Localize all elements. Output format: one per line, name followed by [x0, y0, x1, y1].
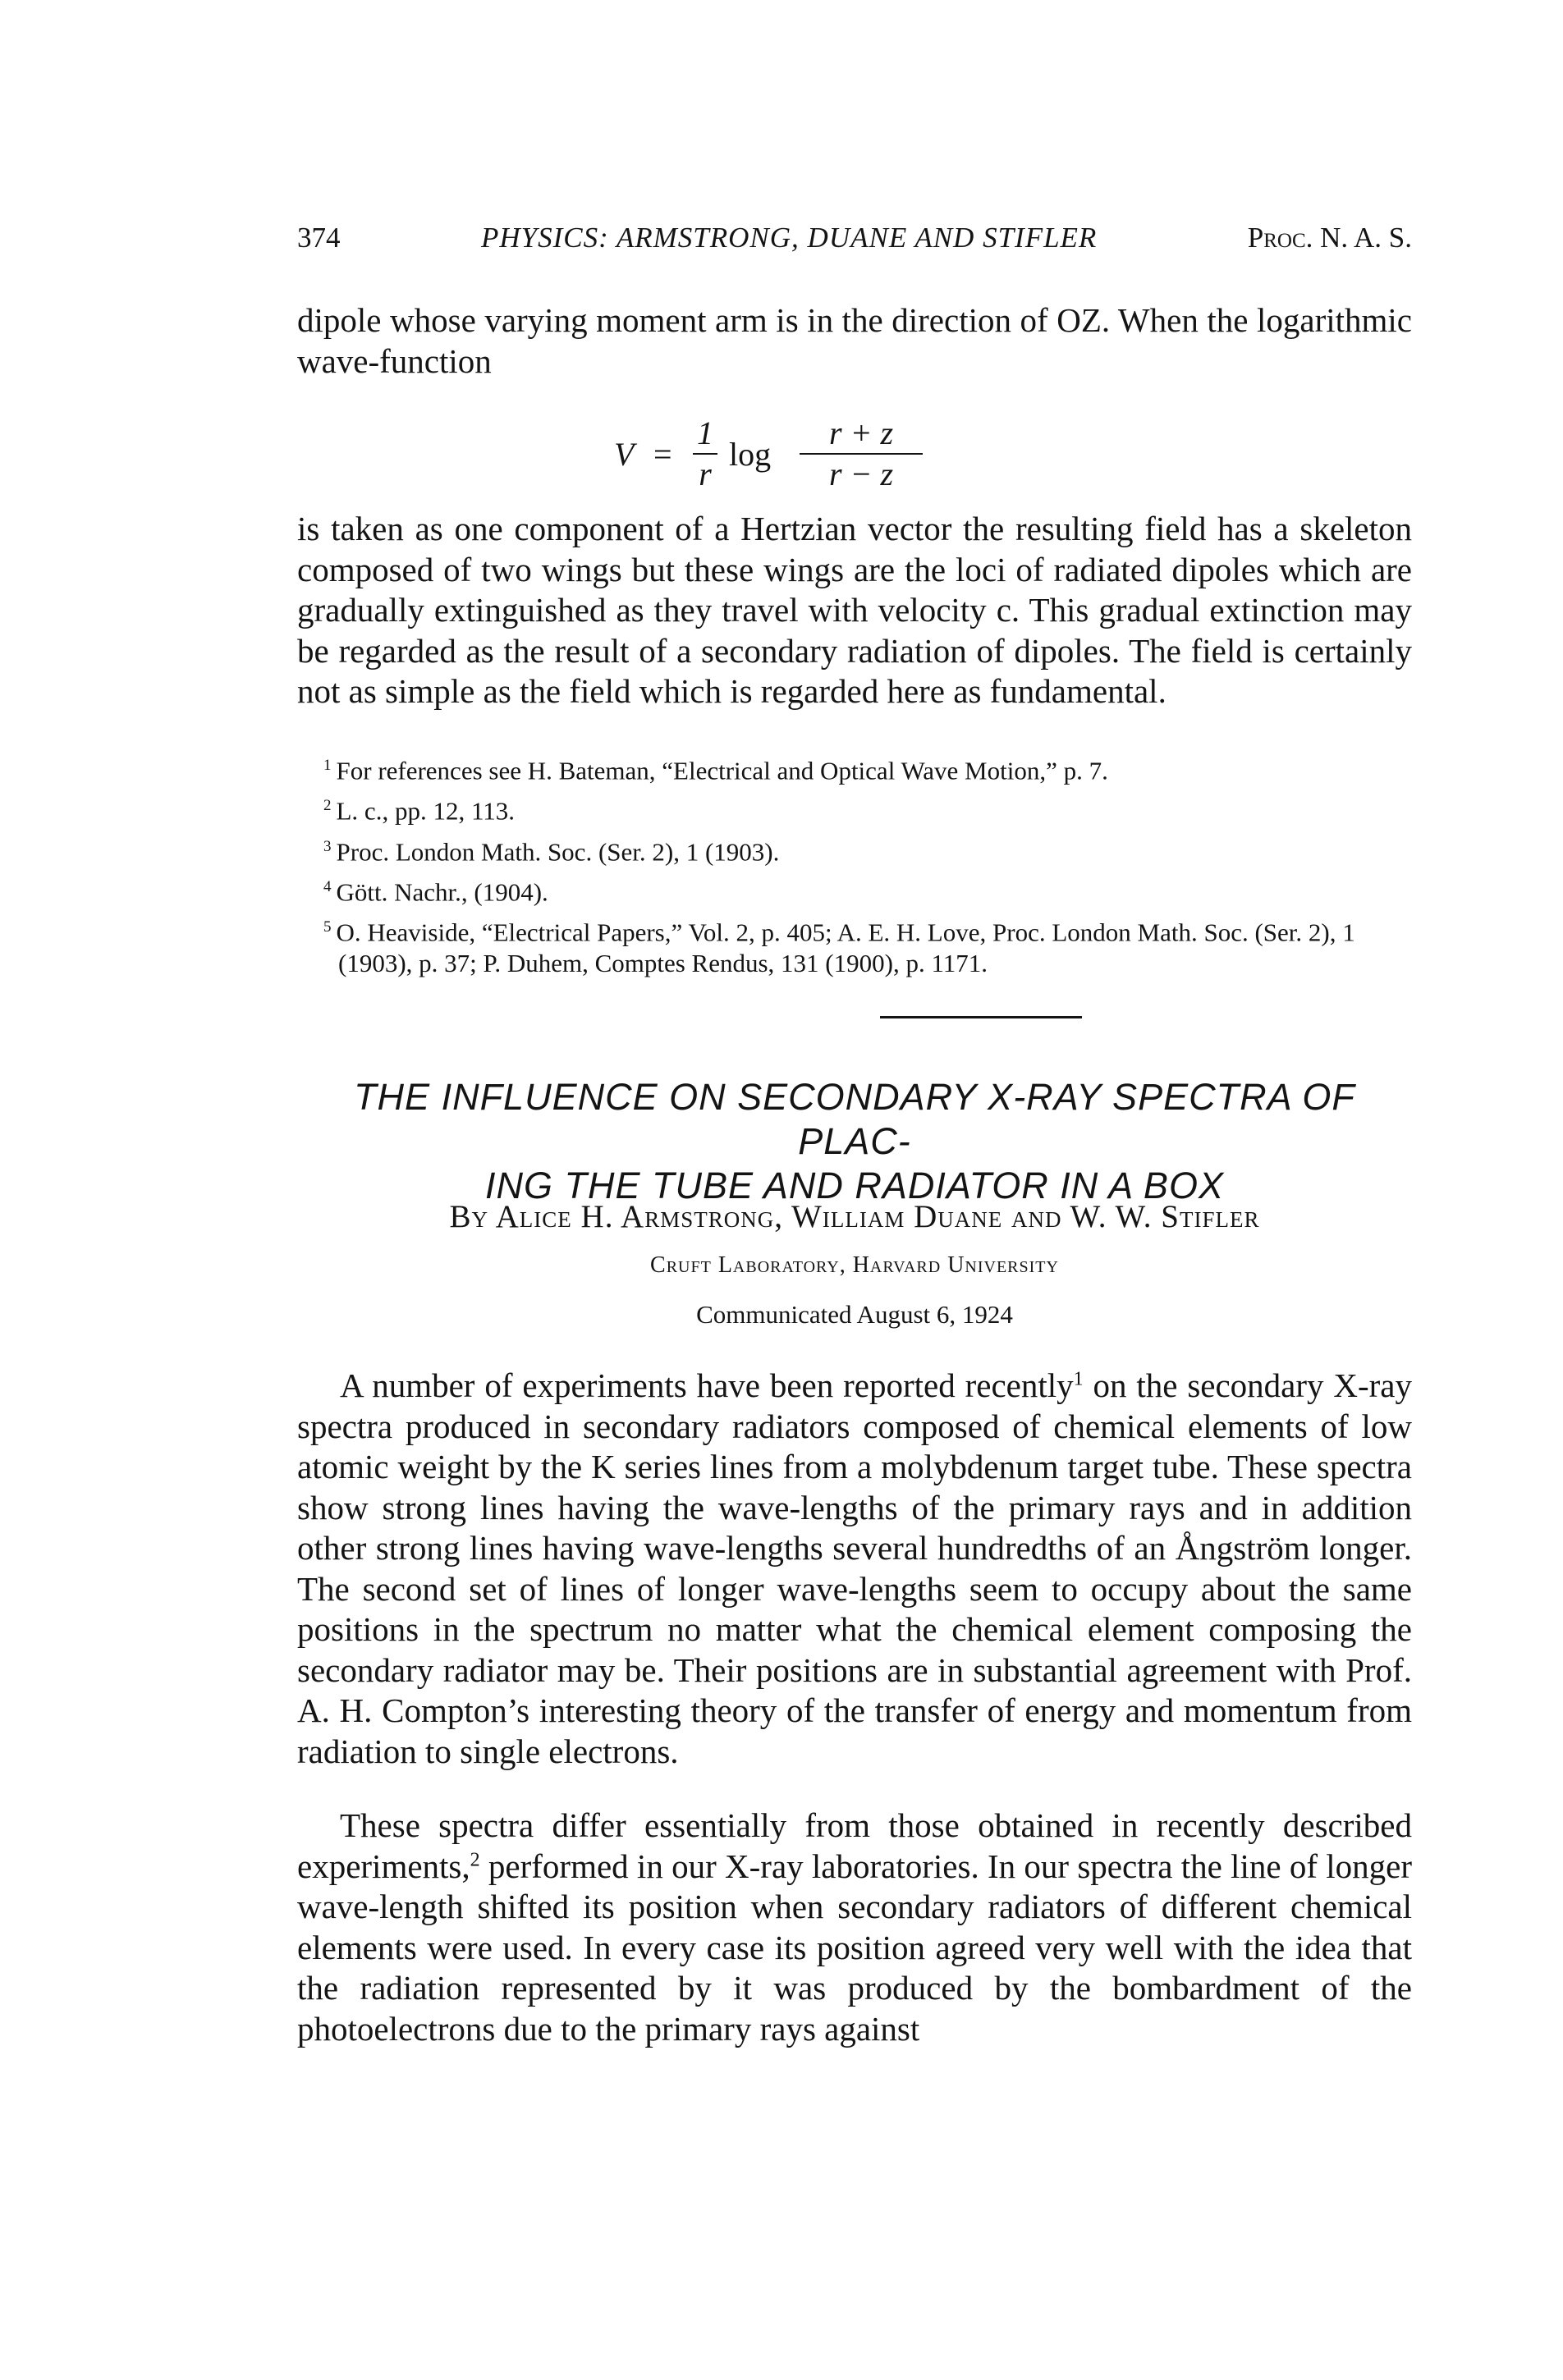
reference-mark: 2 — [470, 1848, 480, 1870]
intro-paragraph: dipole whose varying moment arm is in the direction of OZ. When the logarithmic wave-function — [297, 301, 1412, 380]
formula-fraction-1 — [693, 414, 717, 494]
log-wave-function-formula — [614, 414, 1041, 504]
frac2-numerator: r + z — [828, 414, 894, 451]
section-divider — [880, 1016, 1082, 1018]
footnote-mark: 1 — [323, 757, 332, 774]
footnote — [297, 831, 1412, 867]
affiliation: Cruft Laboratory, Harvard University — [650, 1252, 1059, 1278]
footnote-text: For references see H. Bateman, “Electrical and Optical Wave Motion,” p. 7. — [336, 756, 1108, 785]
article-title-line-2: ING THE TUBE AND RADIATOR IN A BOX — [485, 1165, 1224, 1206]
footnote-text: O. Heaviside, “Electrical Papers,” Vol. 2, p. 405; A. E. H. Love, Proc. London Math. Soc. (Ser. 2), 1 (1903), p. 37; P. Duhem, Comptes Rendus, 131 (1900), p. 1171. — [336, 918, 1355, 977]
footnote — [297, 872, 1412, 907]
article-title-line-1: THE INFLUENCE ON SECONDARY X-RAY SPECTRA OF PLAC- — [354, 1076, 1355, 1162]
journal-abbrev: Proc. N. A. S. — [1247, 222, 1412, 254]
footnote-text: Gött. Nachr., (1904). — [336, 877, 548, 907]
frac2-denominator: r − z — [828, 455, 894, 492]
frac1-denominator: r — [699, 455, 712, 492]
formula-lhs: V — [614, 436, 635, 473]
footnote-mark: 4 — [323, 877, 332, 895]
footnote — [297, 750, 1412, 785]
field-paragraph: is taken as one component of a Hertzian vector the resulting field has a skeleton composed of two wings but these wings are the loci of radiated dipoles which are gradually extinguished as they travel with velocity c. This gradual extinction may be regarded as the result of a secondary radiation of dipoles. The field is certainly not as simple as the field which is regarded here as fundamental. — [297, 510, 1412, 710]
p2-text-a: These spectra differ essentially from those obtained in recently described experiments, — [297, 1806, 1412, 1885]
footnote — [297, 790, 1412, 826]
article-title — [297, 1075, 1412, 1208]
formula-fraction-2 — [800, 414, 923, 494]
footnotes — [297, 750, 1412, 983]
p1-text-a: A number of experiments have been reported recently — [340, 1366, 1074, 1404]
reference-mark: 1 — [1073, 1368, 1084, 1390]
byline: By Alice H. Armstrong, William Duane and W. W. Stifler — [449, 1199, 1260, 1234]
communicated-date: Communicated August 6, 1924 — [696, 1300, 1013, 1329]
footnote-text: Proc. London Math. Soc. (Ser. 2), 1 (1903). — [336, 836, 780, 866]
footnote-mark: 3 — [323, 837, 332, 855]
formula-equals: = — [653, 436, 672, 473]
running-head-title: PHYSICS: ARMSTRONG, DUANE AND STIFLER — [481, 222, 1098, 254]
footnote-mark: 2 — [323, 797, 332, 815]
page-number: 374 — [297, 222, 341, 254]
formula-log: log — [729, 436, 772, 473]
p2-text-b: performed in our X-ray laboratories. In our spectra the line of longer wave-length shifted its position when secondary radiators of different chemical elements were used. In every case its position agreed very well with the idea that the radiation represented by it was produced by the bombardment of the photoelectrons due to the primary rays against — [297, 1847, 1412, 2048]
body-paragraph-1 — [297, 1366, 1412, 1772]
footnote-mark: 5 — [323, 918, 332, 936]
footnote — [297, 912, 1412, 977]
body-paragraph-2 — [297, 1806, 1412, 2049]
footnote-text: L. c., pp. 12, 113. — [336, 796, 516, 826]
p1-text-b: on the secondary X-ray spectra produced in secondary radiators composed of chemical elements of low atomic weight by the K series lines from a molybdenum target tube. These spectra show strong lines having the wave-lengths of the primary rays and in addition other strong lines having wave-lengths several hundredths of an Ångström longer. The second set of lines of longer wave-lengths seem to occupy about the same positions in the spectrum no matter what the chemical element composing the secondary radiator may be. Their positions are in substantial agreement with Prof. A. H. Compton’s interesting theory of the transfer of energy and momentum from radiation to single electrons. — [297, 1366, 1413, 1770]
frac1-numerator: 1 — [697, 414, 713, 451]
